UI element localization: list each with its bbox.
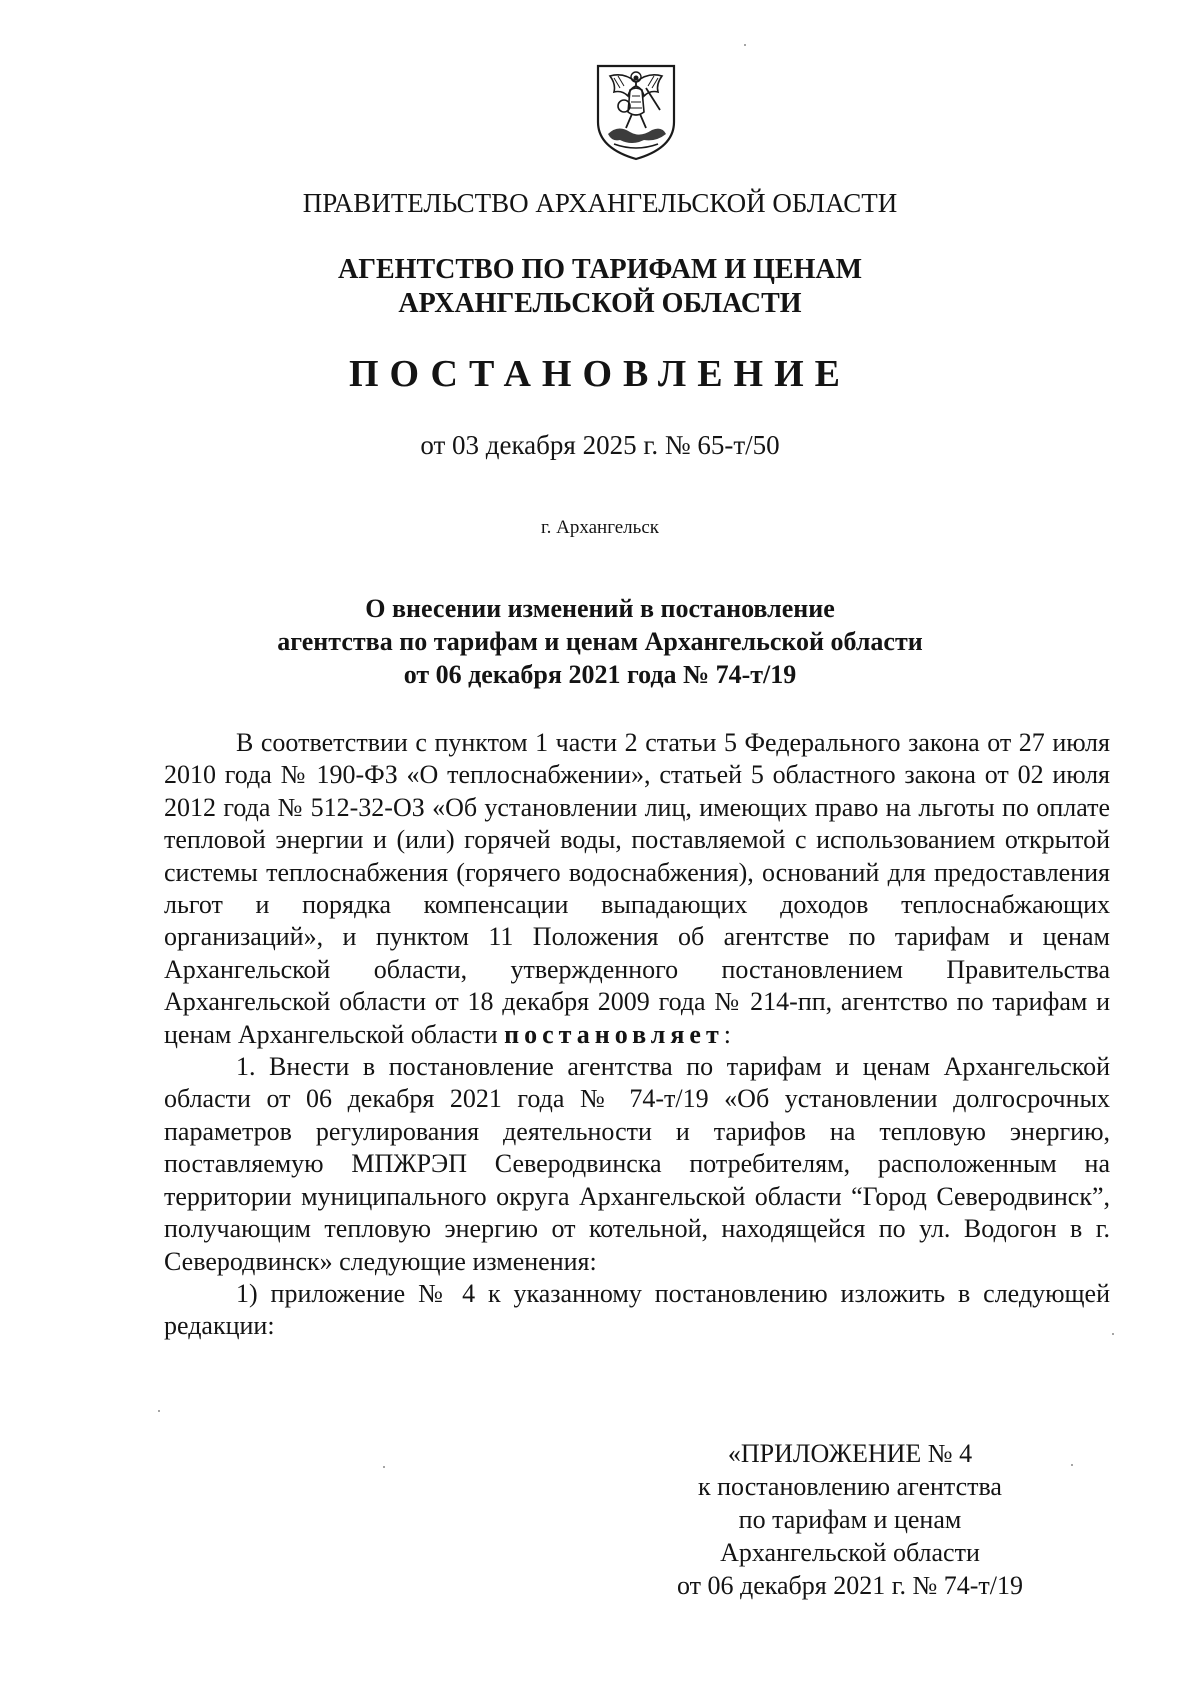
document-type: ПОСТАНОВЛЕНИЕ [348, 353, 852, 395]
preamble-text: В соответствии с пунктом 1 части 2 статьи 5 Федерального закона от 27 июля 2010 года № 190-ФЗ «О теплоснабжении», статьей 5 областного закона от 02 июля 2012 года № 512-32-ОЗ «Об установлении лиц, имеющих право на льготы по оплате тепловой энергии и (или) горячей воды, поставляемой с использованием открытой системы теплоснабжения (горячего водоснабжения), оснований для предоставления льгот и порядка компенсации выпадающих доходов теплоснабжающих организаций», и пунктом 11 Положения об агентстве по тарифам и ценам Архангельской области, утвержденного постановлением Правительства Архангельской области от 18 декабря 2009 года № 214-пп, агентство по тарифам и ценам Архангельской области [164, 728, 1110, 1049]
agency-title [0, 253, 1200, 321]
government-title: ПРАВИТЕЛЬСТВО АРХАНГЕЛЬСКОЙ ОБЛАСТИ [302, 188, 898, 218]
scan-speck [383, 1466, 385, 1468]
agency-title-line-2: АРХАНГЕЛЬСКОЙ ОБЛАСТИ [398, 288, 802, 319]
annex-line-4: Архангельской области [720, 1538, 980, 1567]
item-1-paragraph: 1. Внести в постановление агентства по тарифам и ценам Архангельской области от 06 декабря 2021 года № 74-т/19 «Об установлении долгосрочных параметров регулирования деятельности и тарифов на тепловую энергию, поставляемую МПЖРЭП Северодвинска потребителям, расположенным на территории муниципального округа Архангельской области “Город Северодвинск”, получающим тепловую энергию от котельной, находящейся по ул. Водогон в г. Северодвинск» следующие изменения: [164, 1052, 1110, 1276]
document-body [164, 727, 1110, 1343]
scan-speck [158, 1410, 160, 1412]
annex-header [600, 1437, 1100, 1602]
agency-title-line-1: АГЕНТСТВО ПО ТАРИФАМ И ЦЕНАМ [337, 254, 863, 285]
annex-line-5: от 06 декабря 2021 г. № 74-т/19 [676, 1571, 1024, 1600]
decree-word: постановляет [504, 1019, 724, 1049]
document-city: г. Архангельск [540, 517, 659, 538]
annex-line-3: по тарифам и ценам [738, 1505, 962, 1534]
scan-speck [1112, 1333, 1114, 1335]
preamble-paragraph [164, 727, 1110, 1051]
scan-speck [1071, 1464, 1073, 1466]
annex-line-1: «ПРИЛОЖЕНИЕ № 4 [727, 1439, 973, 1468]
document-date-number: от 03 декабря 2025 г. № 65-т/50 [420, 430, 780, 460]
document-subject [0, 592, 1200, 691]
subitem-1-paragraph: 1) приложение № 4 к указанному постановлению изложить в следующей редакции: [164, 1278, 1110, 1341]
annex-line-2: к постановлению агентства [698, 1472, 1002, 1501]
subject-line-2: агентства по тарифам и ценам Архангельской области [277, 627, 923, 656]
subject-line-1: О внесении изменений в постановление [365, 594, 835, 623]
coat-of-arms-icon [594, 62, 678, 162]
subject-line-3: от 06 декабря 2021 года № 74-т/19 [403, 660, 797, 689]
scan-speck [744, 44, 746, 46]
decree-colon: : [723, 1019, 731, 1049]
